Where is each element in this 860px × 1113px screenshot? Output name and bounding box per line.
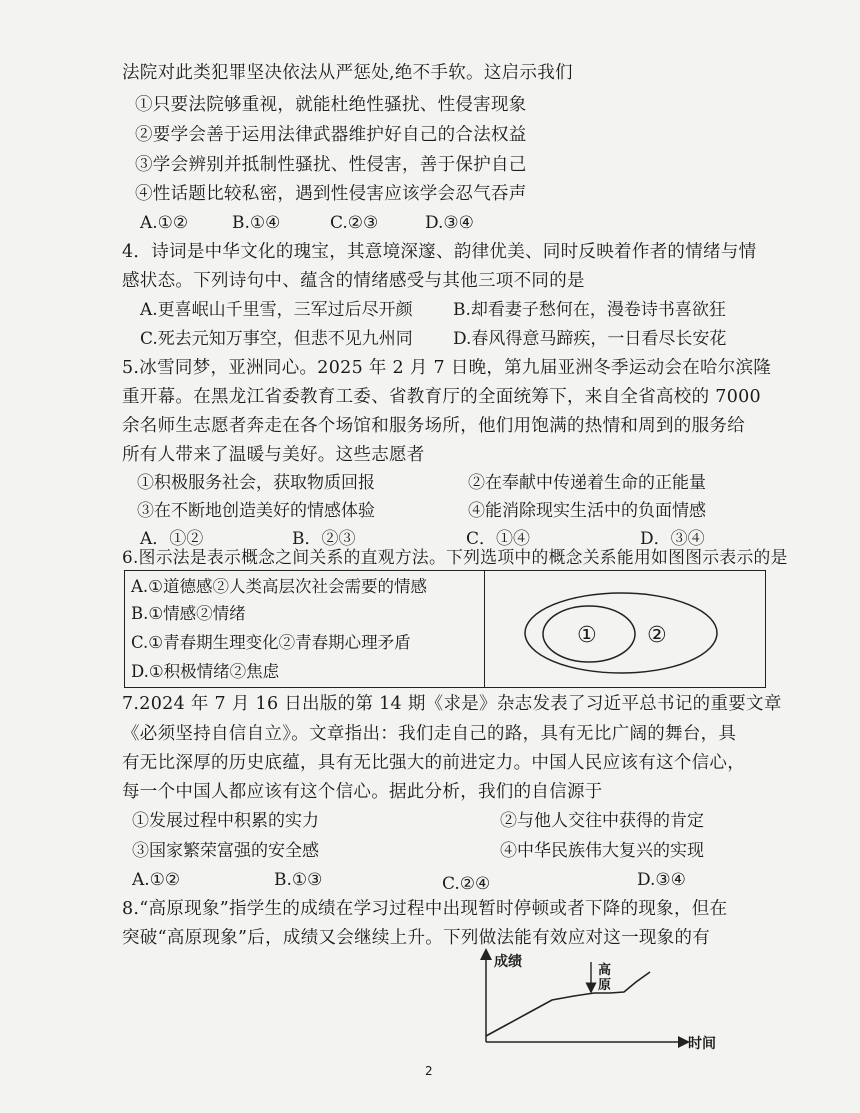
q7-item-2: ②与他人交往中获得的肯定	[500, 811, 704, 831]
q3-option-d[interactable]: D.③④	[425, 213, 474, 233]
q7-stem-line-4: 每一个中国人都应该有这个信心。据此分析，我们的自信源于	[122, 782, 603, 802]
q5-stem-line-2: 重开幕。在黑龙江省委教育工委、省教育厅的全面统筹下，来自全省高校的 7000	[122, 387, 761, 407]
score-curve	[486, 972, 650, 1036]
venn-label-outer: ②	[647, 623, 667, 648]
venn-label-inner: ①	[577, 623, 597, 648]
q4-option-d[interactable]: D.春风得意马蹄疾，一日看尽长安花	[453, 329, 727, 349]
q3-option-b[interactable]: B.①④	[232, 213, 281, 233]
q6-table	[124, 570, 766, 688]
q8-stem-line-2: 突破“高原现象”后，成绩又会继续上升。下列做法能有效应对这一现象的有	[122, 928, 711, 948]
outer-ellipse	[525, 593, 717, 673]
q3-stem: 法院对此类犯罪坚决依法从严惩处,绝不手软。这启示我们	[122, 63, 573, 83]
q5-stem-line-1: 5.冰雪同梦，亚洲同心。2025 年 2 月 7 日晚，第九届亚洲冬季运动会在哈尔滨隆	[122, 358, 772, 378]
x-axis-label: 时间	[688, 1036, 716, 1052]
y-axis-label: 成绩	[494, 954, 522, 970]
q7-stem-line-3: 有无比深厚的历史底蕴，具有无比强大的前进定力。中国人民应该有这个信心，	[122, 753, 745, 773]
q5-item-3: ③在不断地创造美好的情感体验	[137, 501, 375, 521]
q4-stem-line-1: 4．诗词是中华文化的瑰宝，其意境深邃、韵律优美、同时反映着作者的情绪与情	[122, 242, 757, 262]
q7-stem-line-2: 《必须坚持自信自立》。文章指出：我们走自己的路，具有无比广阔的舞台，具	[122, 724, 737, 744]
q5-option-d[interactable]: D．③④	[640, 529, 705, 549]
q3-item-4: ④性话题比较私密，遇到性侵害应该学会忍气吞声	[135, 184, 527, 204]
q5-stem-line-3: 余名师生志愿者奔走在各个场馆和服务场所，他们用饱满的热情和周到的服务给	[122, 416, 745, 436]
q7-item-1: ①发展过程中积累的实力	[132, 811, 319, 831]
q5-option-a[interactable]: A．①②	[140, 529, 204, 549]
q7-option-a[interactable]: A.①②	[132, 870, 181, 890]
q5-option-b[interactable]: B．②③	[292, 529, 356, 549]
q4-option-b[interactable]: B.却看妻子愁何在，漫卷诗书喜欲狂	[453, 300, 726, 320]
q5-option-c[interactable]: C．①④	[466, 529, 531, 549]
q3-option-c[interactable]: C.②③	[330, 213, 379, 233]
q8-stem-line-1: 8.“高原现象”指学生的成绩在学习过程中出现暂时停顿或者下降的现象，但在	[122, 899, 728, 919]
q4-option-a[interactable]: A.更喜岷山千里雪，三军过后尽开颜	[140, 300, 413, 320]
page-number: 2	[425, 1064, 433, 1078]
venn-svg	[485, 571, 763, 687]
q5-stem-line-4: 所有人带来了温暖与美好。这些志愿者	[122, 445, 425, 465]
plateau-label-bottom: 原	[598, 978, 612, 993]
q6-venn-diagram	[485, 571, 765, 687]
q6-option-b[interactable]: B.①情感②情绪	[131, 604, 246, 623]
q5-item-4: ④能消除现实生活中的负面情感	[468, 501, 706, 521]
q6-option-d[interactable]: D.①积极情绪②焦虑	[131, 662, 280, 681]
q4-stem-line-2: 感状态。下列诗句中、蕴含的情绪感受与其他三项不同的是	[122, 271, 585, 291]
q7-option-b[interactable]: B.①③	[274, 870, 323, 890]
q3-option-a[interactable]: A.①②	[140, 213, 189, 233]
plateau-chart	[478, 948, 738, 1058]
plateau-chart-svg	[478, 948, 738, 1058]
q6-options-column	[125, 571, 485, 687]
q7-item-4: ④中华民族伟大复兴的实现	[500, 841, 704, 861]
q3-item-1: ①只要法院够重视，就能杜绝性骚扰、性侵害现象	[135, 95, 527, 115]
q5-item-1: ①积极服务社会，获取物质回报	[137, 473, 375, 493]
q6-option-a[interactable]: A.①道德感②人类高层次社会需要的情感	[131, 577, 427, 596]
q7-stem-line-1: 7.2024 年 7 月 16 日出版的第 14 期《求是》杂志发表了习近平总书记的重要文章	[122, 694, 782, 714]
q4-option-c[interactable]: C.死去元知万事空，但悲不见九州同	[140, 329, 413, 349]
q5-item-2: ②在奉献中传递着生命的正能量	[468, 473, 706, 493]
q3-item-2: ②要学会善于运用法律武器维护好自己的合法权益	[135, 125, 527, 145]
q7-option-d[interactable]: D.③④	[637, 870, 686, 890]
q6-stem: 6.图示法是表示概念之间关系的直观方法。下列选项中的概念关系能用如图图示表示的是	[122, 547, 788, 567]
q3-item-3: ③学会辨别并抵制性骚扰、性侵害，善于保护自己	[135, 155, 527, 175]
q7-item-3: ③国家繁荣富强的安全感	[132, 841, 319, 861]
q6-option-c[interactable]: C.①青春期生理变化②青春期心理矛盾	[131, 633, 411, 652]
plateau-label-top: 高	[598, 963, 612, 978]
q7-option-c[interactable]: C.②④	[442, 874, 491, 894]
